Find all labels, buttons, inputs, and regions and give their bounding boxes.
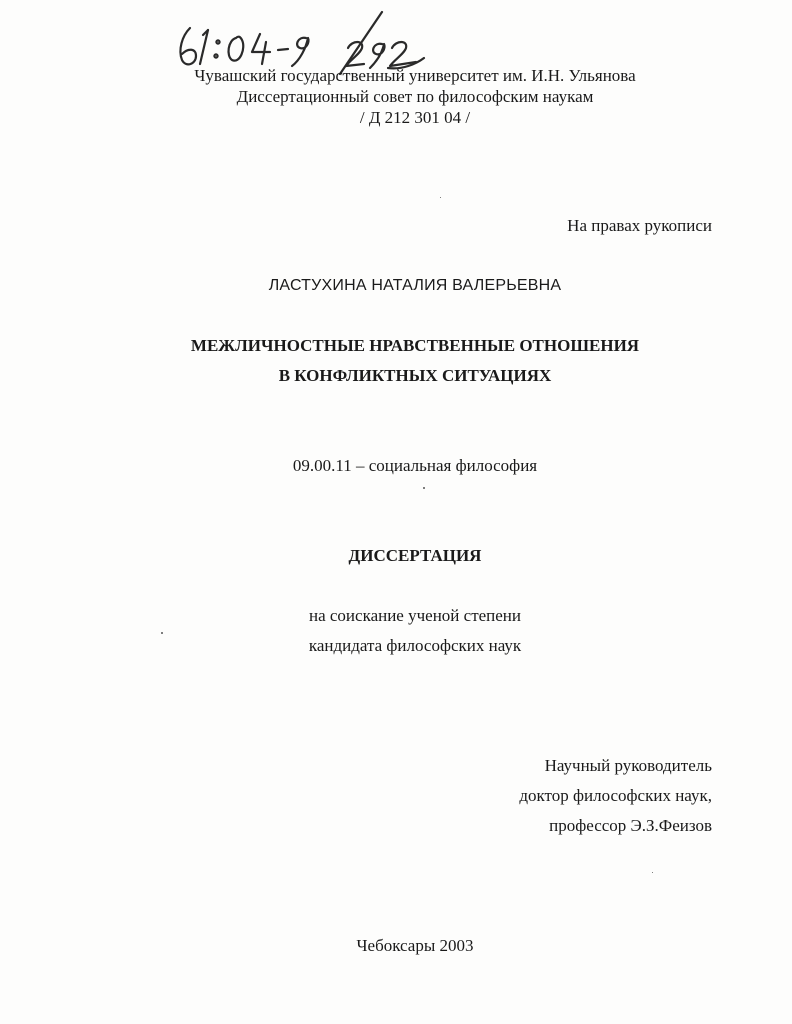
scan-speck bbox=[440, 197, 441, 198]
degree-line-1: на соискание ученой степени bbox=[308, 606, 522, 625]
thesis-title-line-2: В КОНФЛИКТНЫХ СИТУАЦИЯХ bbox=[278, 366, 552, 385]
scan-speck bbox=[423, 487, 425, 489]
thesis-title-line-1: МЕЖЛИЧНОСТНЫЕ НРАВСТВЕННЫЕ ОТНОШЕНИЯ bbox=[190, 336, 640, 355]
scan-speck bbox=[652, 872, 653, 873]
supervisor-role: Научный руководитель bbox=[544, 756, 712, 775]
scan-speck bbox=[161, 632, 163, 634]
place-and-year: Чебоксары 2003 bbox=[356, 936, 474, 955]
specialty-code: 09.00.11 – социальная философия bbox=[292, 456, 538, 475]
supervisor-degree: доктор философских наук, bbox=[519, 786, 712, 805]
degree-line-2: кандидата философских наук bbox=[308, 636, 522, 655]
author-name: ЛАСТУХИНА НАТАЛИЯ ВАЛЕРЬЕВНА bbox=[268, 277, 562, 294]
supervisor-name: профессор Э.З.Феизов bbox=[549, 816, 712, 835]
university-name: Чувашский государственный университет им. И.Н. Ульянова bbox=[194, 66, 636, 85]
rights-note: На правах рукописи bbox=[567, 216, 712, 235]
council-code: / Д 212 301 04 / bbox=[359, 108, 471, 127]
document-type: ДИССЕРТАЦИЯ bbox=[348, 546, 482, 565]
dissertation-council: Диссертационный совет по философским наукам bbox=[236, 87, 594, 106]
